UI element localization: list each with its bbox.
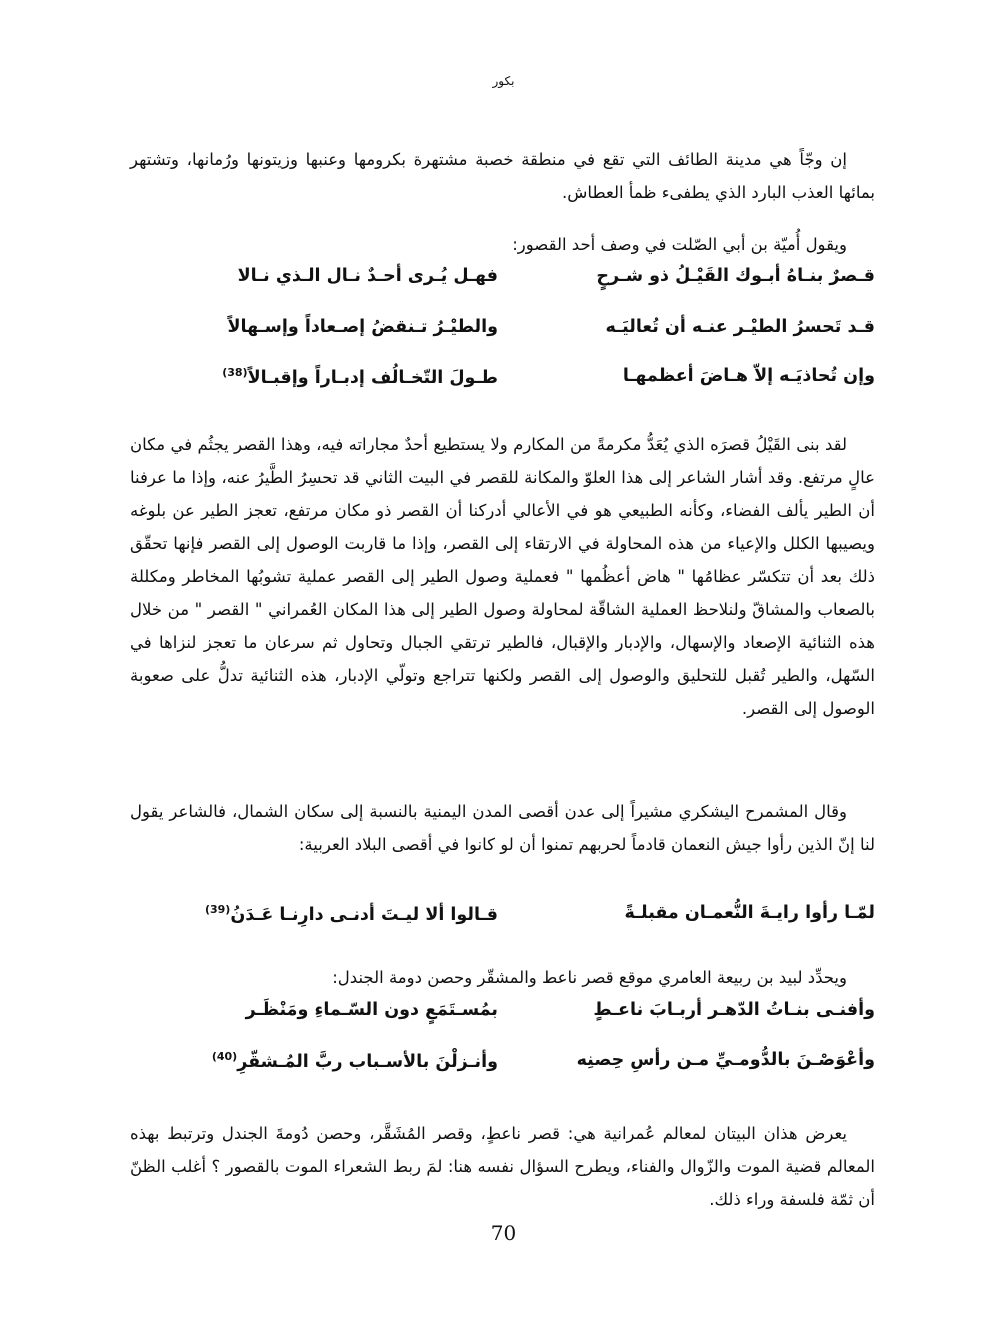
verse-hemistich-first: قـصرٌ بنـاهُ أبـوك القَيْـلُ ذو شـرحٍ	[596, 266, 875, 286]
footnote-marker: (40)	[211, 1050, 238, 1063]
verse-intro-2: ويحدِّد لبيد بن ربيعة العامري موقع قصر ناعط والمشقّر وحصن دومة الجندل:	[332, 968, 847, 987]
verse-hemistich-second: والطيْـرُ تـنقضُ إصـعاداً وإسـهالاً	[227, 317, 498, 337]
verse-line	[150, 266, 875, 306]
verse-hemistich-second: قـالوا ألا ليـتَ أدنـى دارِنـا عَـدَنُ$^{(39)}$	[204, 903, 498, 925]
verse-line	[150, 903, 875, 943]
verse-intro-1: ويقول أُميّة بن أبي الصّلت في وصف أحد القصور:	[512, 235, 847, 254]
verse-hemistich-first: وأعْوَصْـنَ بالدُّومـيِّ مـن رأسِ حِصنِه	[576, 1050, 875, 1070]
paragraph-3: وقال المشمرح اليشكري مشيراً إلى عدن أقصى المدن اليمنية بالنسبة إلى سكان الشمال، فالشاعر يقول لنا إنّ الذين رأوا جيش النعمان قادماً لحربهم تمنوا أن لو كانوا في أقصى البلاد العربية:	[130, 802, 875, 854]
verse-hemistich-second: وأنـزلْنَ بالأسـباب ربَّ المُـشقّرِ$^{(40)}$	[211, 1050, 498, 1072]
verse-hemistich-first: لمّـا رأوا رايـةَ النُّعمـان مقبلـةً	[624, 903, 875, 923]
paragraph-2: لقد بنى القَيْلُ قصرَه الذي يُعَدُّ مكرمةً من المكارم ولا يستطيع أحدٌ مجاراته فيه، وهذا القصر يجثُم في مكان عالٍ مرتفع. وقد أشار الشاعر إلى هذا العلوّ والمكانة للقصر في البيت الثاني قد تحسِرُ الطَّيرُ عنه، وإذا ما عرفنا أن الطير يألف الفضاء، وكأنه الطبيعي هو في الأعالي أدركنا أن القصر ذو مكان مرتفع، تعجز الطير عن بلوغه ويصيبها الكلل والإعياء من هذه المحاولة في الارتقاء إلى القصر، وإذا ما قاربت الوصول إلى القصر فإنها تحقّق ذلك بعد أن تتكسّر عظامُها " هاض أعظُمها " فعملية وصول الطير إلى القصر عملية تشوبُها المخاطر ومكللة بالصعاب والمشاقّ ولنلاحظ العملية الشاقّة لمحاولة وصول الطير إلى هذا المكان العُمراني " القصر " من خلال هذه الثنائية الإصعاد والإسهال، والإدبار والإقبال، فالطير ترتقي الجبال وتحاول ثم سرعان ما تعجز لنزاها في السّهل، والطير تُقبل للتحليق والوصول إلى القصر ولكنها تتراجع وتولّي الإدبار، هذه الثنائية تدلُّ على صعوبة الوصول إلى القصر.	[130, 435, 875, 718]
verse-hemistich-first: وإن تُحاذيَـه إلاّ هـاضَ أعظمهـا	[622, 366, 875, 386]
verse-hemistich-second: فهـل يُـرى أحـدٌ نـال الـذي نـالا	[237, 266, 498, 286]
verse-hemistich-second: طـولَ التّخـالُف إدبـاراً وإقبـالاً$^{(38)}$	[222, 366, 498, 388]
paragraph-4: يعرض هذان البيتان لمعالم عُمرانية هي: قصر ناعطٍ، وقصر المُشَقَّر، وحصن دُومةَ الجندل وترتبط بهذه المعالم قضية الموت والزّوال والفناء، ويطرح السؤال نفسه هنا: لمَ ربط الشعراء الموت بالقصور ؟ أغلب الظنّ أن ثمّة فلسفة وراء ذلك.	[130, 1124, 875, 1209]
page-number: 70	[490, 1221, 517, 1245]
verse-hemistich-first: وأفنـى بنـاتُ الدّهـر أربـابَ ناعـطٍ	[593, 1000, 875, 1020]
verse-hemistich-second: بمُسـتَمَعٍ دون السّـماءِ ومَنْظَـر	[245, 1000, 498, 1020]
verse-line	[150, 317, 875, 357]
verse-line	[150, 1050, 875, 1090]
footnote-marker: (39)	[204, 903, 231, 916]
running-header: بكور	[492, 74, 515, 88]
verse-hemistich-first: قـد تَحسرُ الطيْـر عنـه أن تُعاليَـه	[605, 317, 875, 337]
paragraph-1: إن وجّاً هي مدينة الطائف التي تقع في منطقة خصبة مشتهرة بكرومها وعنبها وزيتونها ورُمانها، وتشتهر بمائها العذب البارد الذي يطفىء ظمأ العطاش.	[130, 150, 875, 202]
footnote-marker: (38)	[222, 366, 248, 379]
verse-line	[150, 1000, 875, 1040]
verse-line	[150, 366, 875, 406]
